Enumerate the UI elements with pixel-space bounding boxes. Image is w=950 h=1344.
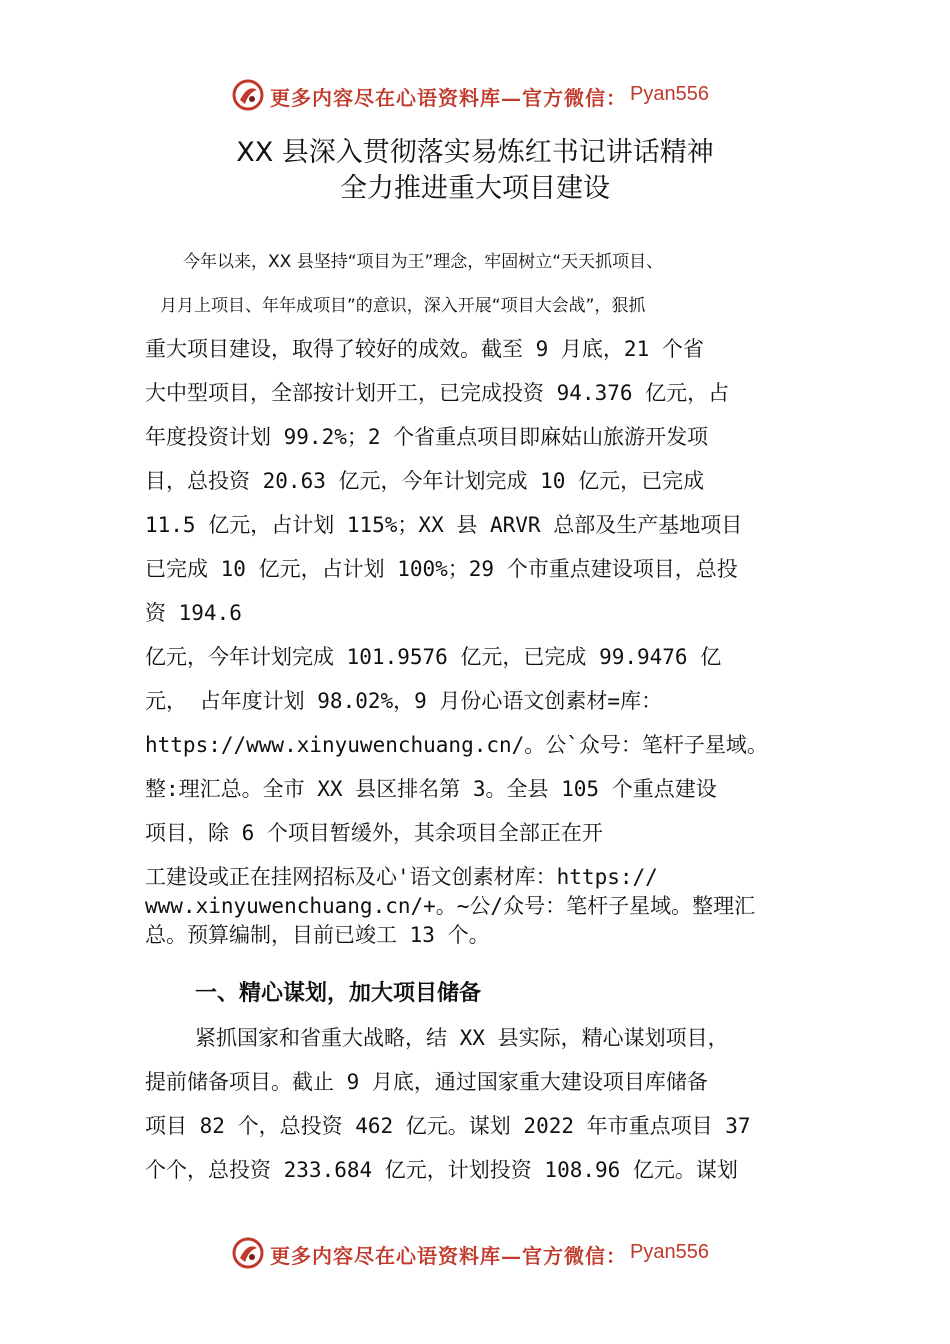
text-line: 项目 82 个，总投资 462 亿元。谋划 2022 年市重点项目 37: [145, 1114, 751, 1138]
text-line: 元， 占年度计划 98.02%，9 月份心语文创素材=库：: [145, 689, 663, 713]
banner-wechat-id: Pyan556: [630, 83, 709, 105]
logo-icon: [231, 78, 265, 112]
section-heading-1: 一、精心谋划，加大项目储备: [195, 981, 482, 1006]
text-line: 月月上项目、年年成项目”的意识，深入开展“项目大会战”，狠抓: [160, 296, 646, 316]
document-title-line-2: 全力推进重大项目建设: [340, 173, 610, 204]
text-line: 总。预算编制，目前已竣工 13 个。: [145, 923, 490, 947]
text-line: 整:理汇总。全市 XX 县区排名第 3。全县 105 个重点建设: [145, 777, 717, 801]
text-line: 11.5 亿元，占计划 115%；XX 县 ARVR 总部及生产基地项目: [145, 513, 743, 537]
text-line: 年度投资计划 99.2%；2 个省重点项目即麻姑山旅游开发项: [145, 425, 709, 449]
footer-watermark-banner: [0, 1234, 950, 1274]
text-line: 大中型项目，全部按计划开工，已完成投资 94.376 亿元，占: [145, 381, 730, 405]
logo-icon: [231, 1236, 265, 1270]
text-line: 提前储备项目。截止 9 月底，通过国家重大建设项目库储备: [145, 1070, 708, 1094]
text-line: 亿元，今年计划完成 101.9576 亿元，已完成 99.9476 亿: [145, 645, 722, 669]
text-line: 资 194.6: [145, 601, 242, 625]
banner-wechat-id: Pyan556: [630, 1241, 709, 1263]
text-line: 工建设或正在挂网招标及心'语文创素材库：https://: [145, 865, 658, 889]
document-title-line-1: XX 县深入贯彻落实易炼红书记讲话精神: [236, 137, 714, 168]
text-line: 目，总投资 20.63 亿元，今年计划完成 10 亿元，已完成: [145, 469, 705, 493]
text-line: 紧抓国家和省重大战略，结 XX 县实际，精心谋划项目，: [195, 1026, 729, 1050]
text-line: www.xinyuwenchuang.cn/+。~公/众号：笔杆子星域。整理汇: [145, 894, 756, 918]
text-line: 个个，总投资 233.684 亿元，计划投资 108.96 亿元。谋划: [145, 1158, 738, 1182]
text-line: 重大项目建设，取得了较好的成效。截至 9 月底，21 个省: [145, 337, 704, 361]
text-line: 已完成 10 亿元，占计划 100%；29 个市重点建设项目，总投: [145, 557, 738, 581]
banner-text: 更多内容尽在心语资料库—官方微信：: [270, 86, 627, 110]
text-line: 项目，除 6 个项目暂缓外，其余项目全部正在开: [145, 821, 603, 845]
text-line: 今年以来，XX 县坚持“项目为王”理念，牢固树立“天天抓项目、: [183, 252, 664, 272]
header-watermark-banner: [0, 76, 950, 116]
text-line: https://www.xinyuwenchuang.cn/。公`众号：笔杆子星域。: [145, 733, 768, 757]
banner-text: 更多内容尽在心语资料库—官方微信：: [270, 1244, 627, 1268]
